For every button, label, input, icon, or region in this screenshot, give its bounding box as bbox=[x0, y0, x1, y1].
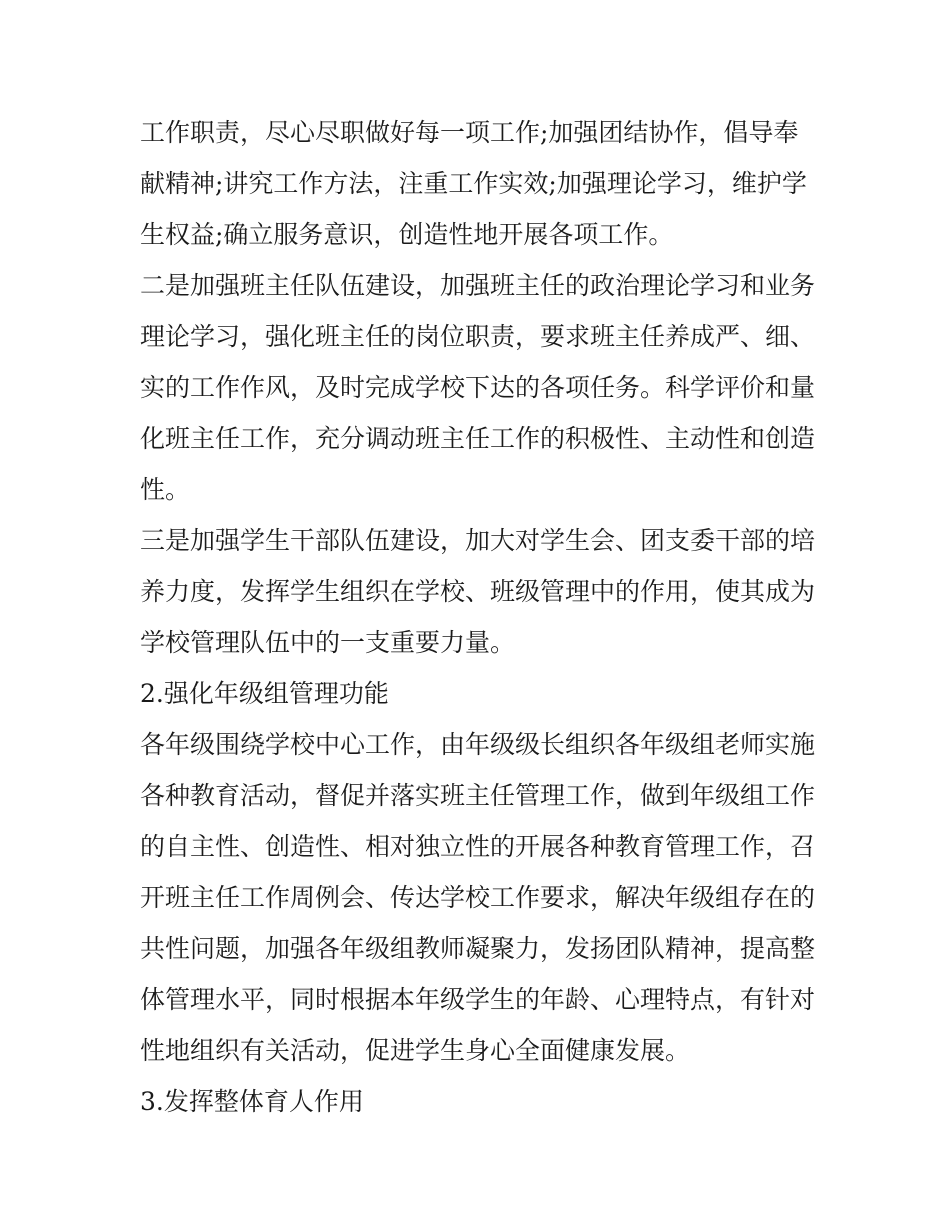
text-line: 共性问题，加强各年级组教师凝聚力，发扬团队精神，提高整 bbox=[140, 934, 816, 963]
document-body bbox=[140, 107, 820, 1127]
text-line: 三是加强学生干部队伍建设，加大对学生会、团支委干部的培 bbox=[140, 526, 816, 555]
text-line: 理论学习，强化班主任的岗位职责，要求班主任养成严、细、 bbox=[140, 322, 816, 351]
text-line: 各年级围绕学校中心工作，由年级级长组织各年级组老师实施 bbox=[140, 730, 816, 759]
text-line: 化班主任工作，充分调动班主任工作的积极性、主动性和创造 bbox=[140, 424, 816, 453]
text-line: 生权益;确立服务意识，创造性地开展各项工作。 bbox=[140, 220, 674, 249]
section-heading: 3.发挥整体育人作用 bbox=[140, 1087, 364, 1116]
text-line: 的自主性、创造性、相对独立性的开展各种教育管理工作，召 bbox=[140, 832, 816, 861]
text-line: 开班主任工作周例会、传达学校工作要求，解决年级组存在的 bbox=[140, 883, 816, 912]
text-line: 学校管理队伍中的一支重要力量。 bbox=[140, 628, 516, 657]
text-line: 体管理水平，同时根据本年级学生的年龄、心理特点，有针对 bbox=[140, 985, 816, 1014]
text-line: 养力度，发挥学生组织在学校、班级管理中的作用，使其成为 bbox=[140, 577, 816, 606]
text-line: 实的工作作风，及时完成学校下达的各项任务。科学评价和量 bbox=[140, 373, 816, 402]
text-line: 二是加强班主任队伍建设，加强班主任的政治理论学习和业务 bbox=[140, 271, 816, 300]
text-line: 献精神;讲究工作方法，注重工作实效;加强理论学习，维护学 bbox=[140, 169, 807, 198]
text-line: 各种教育活动，督促并落实班主任管理工作，做到年级组工作 bbox=[140, 781, 816, 810]
text-line: 工作职责，尽心尽职做好每一项工作;加强团结协作，倡导奉 bbox=[140, 118, 799, 147]
section-heading: 2.强化年级组管理功能 bbox=[140, 679, 389, 708]
text-line: 性地组织有关活动，促进学生身心全面健康发展。 bbox=[140, 1036, 691, 1065]
text-line: 性。 bbox=[140, 475, 191, 504]
